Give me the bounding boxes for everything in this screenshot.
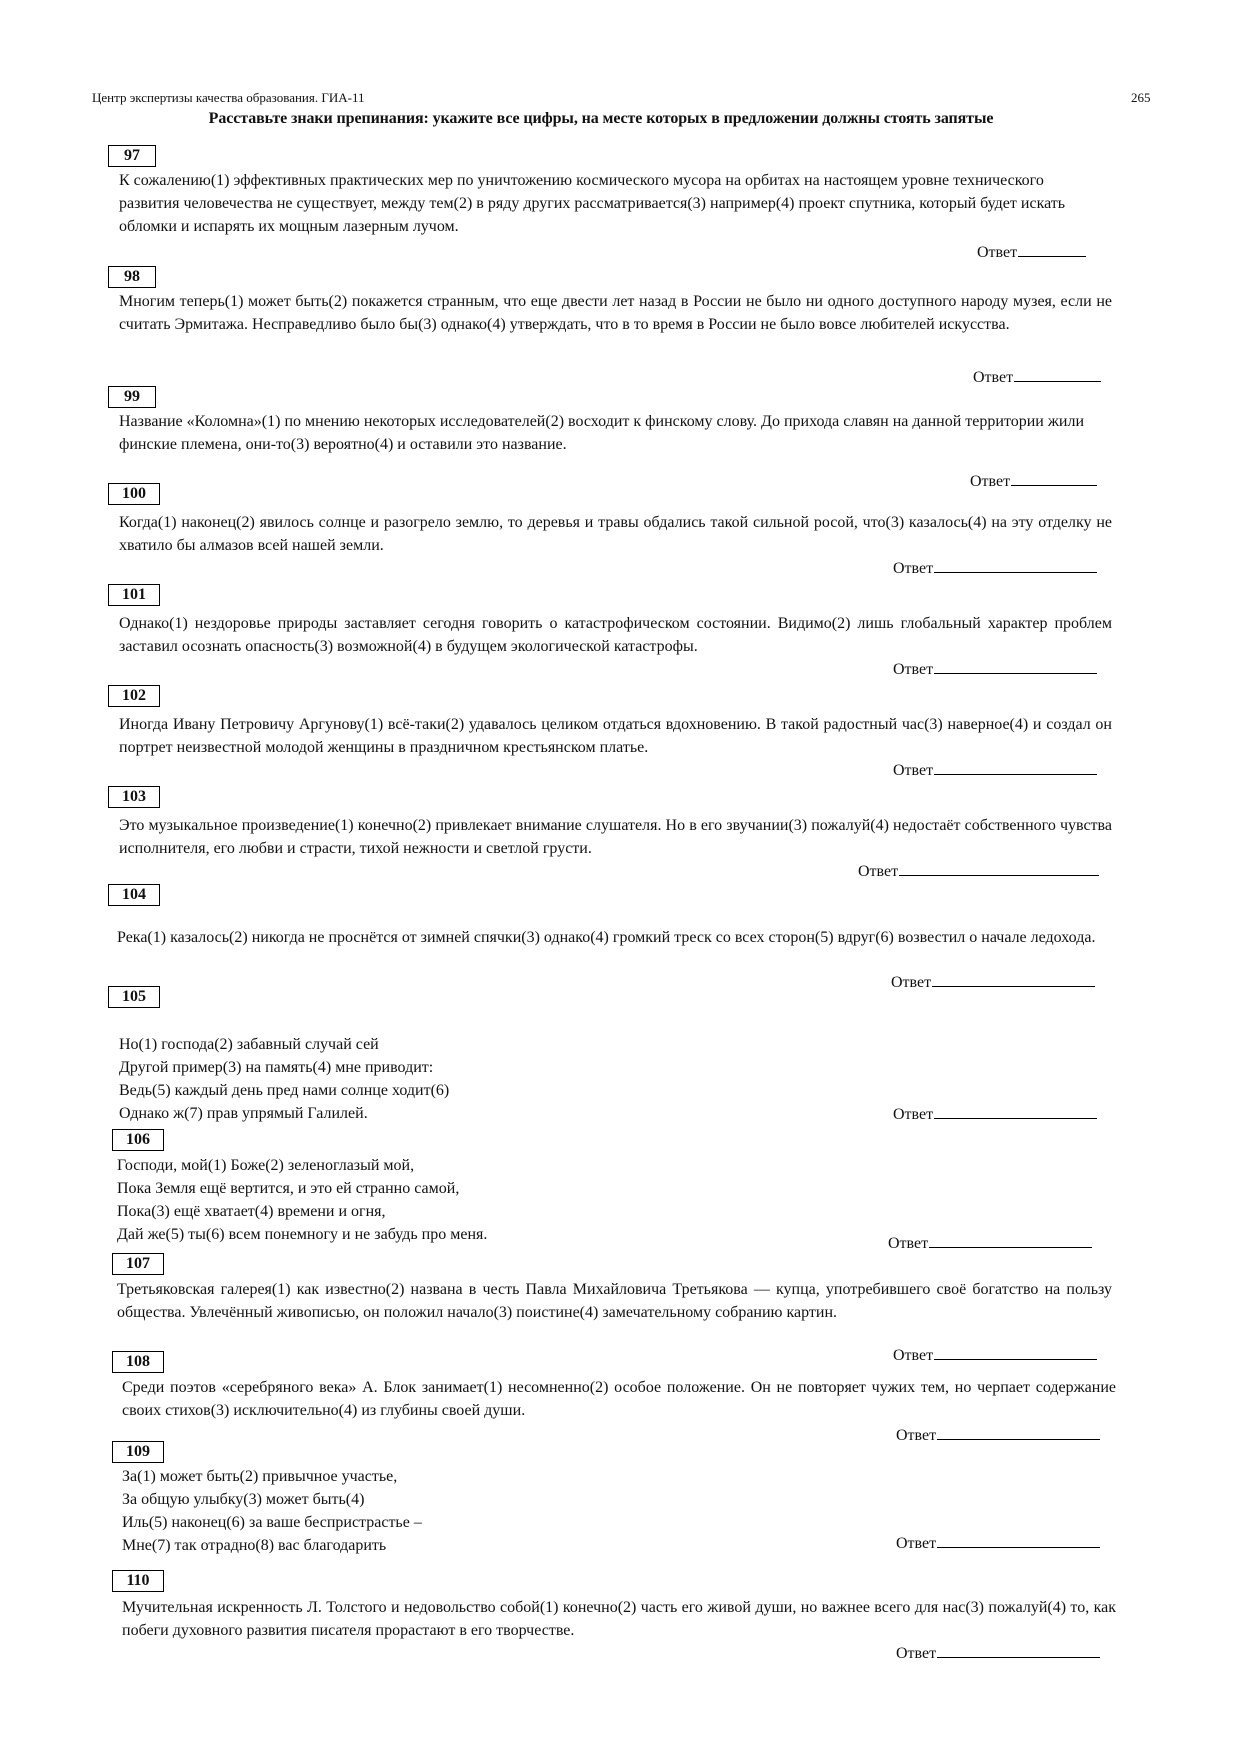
task-number: 107 xyxy=(112,1253,164,1275)
poem-line: Иль(5) наконец(6) за ваше беспристрастье – xyxy=(122,1514,422,1531)
answer-label: Ответ xyxy=(896,1427,937,1444)
answer-label: Ответ xyxy=(888,1235,929,1252)
answer-field[interactable] xyxy=(896,1425,1100,1445)
answer-label: Ответ xyxy=(891,974,932,991)
task-number: 110 xyxy=(112,1570,164,1592)
poem-line: Мне(7) так отрадно(8) вас благодарить xyxy=(122,1537,387,1554)
task-number: 109 xyxy=(112,1441,164,1463)
task-number: 106 xyxy=(112,1129,164,1151)
poem-line: За(1) может быть(2) привычное участье, xyxy=(122,1468,398,1485)
poem-line: За общую улыбку(3) может быть(4) xyxy=(122,1491,365,1508)
poem-line: Но(1) господа(2) забавный случай сей xyxy=(119,1036,379,1053)
poem-line: Другой пример(3) на память(4) мне приводит: xyxy=(119,1059,434,1076)
poem-line: Ведь(5) каждый день пред нами солнце ходит(6) xyxy=(119,1082,450,1099)
poem-line: Однако ж(7) прав упрямый Галилей. xyxy=(119,1105,368,1122)
answer-line[interactable] xyxy=(934,1104,1097,1119)
task-number: 101 xyxy=(108,584,160,606)
poem-line: Дай же(5) ты(6) всем понемногу и не забудь про меня. xyxy=(117,1226,488,1243)
answer-field[interactable] xyxy=(893,760,1097,780)
answer-field[interactable] xyxy=(893,659,1097,679)
answer-field[interactable] xyxy=(893,1345,1097,1365)
task-text: Мучительная искренность Л. Толстого и недовольство собой(1) конечно(2) часть его живой души, но важнее всего для нас(3) пожалуй(4) то, как побеги духовного развития писателя прорастают в его творчестве. xyxy=(122,1599,1116,1639)
answer-label: Ответ xyxy=(977,244,1018,261)
task-number: 102 xyxy=(108,685,160,707)
answer-label: Ответ xyxy=(858,863,899,880)
task-text: Однако(1) нездоровье природы заставляет сегодня говорить о катастрофическом состоянии. Видимо(2) лишь глобальный характер проблем заставил осознать опасность(3) возможной(4) в будущем экологической катастрофы. xyxy=(119,615,1112,655)
answer-line[interactable] xyxy=(934,659,1097,674)
answer-line[interactable] xyxy=(929,1233,1092,1248)
answer-label: Ответ xyxy=(893,560,934,577)
task-text: Среди поэтов «серебряного века» А. Блок занимает(1) несомненно(2) особое положение. Он не повторяет чужих тем, но черпает содержание своих стихов(3) исключительно(4) из глубины своей души. xyxy=(122,1379,1116,1419)
task-text: Третьяковская галерея(1) как известно(2) названа в честь Павла Михайловича Третьякова — купца, употребившего своё богатство на пользу общества. Увлечённый живописью, он положил начало(3) поистине(4) замечательному собранию картин. xyxy=(117,1281,1112,1321)
poem-stanza xyxy=(119,1033,449,1125)
answer-label: Ответ xyxy=(896,1535,937,1552)
answer-field[interactable] xyxy=(970,471,1097,491)
task-instruction: Расставьте знаки препинания: укажите все цифры, на месте которых в предложении должны стоять запятые xyxy=(208,110,994,127)
answer-line[interactable] xyxy=(937,1643,1100,1658)
poem-line: Пока(3) ещё хватает(4) времени и огня, xyxy=(117,1203,386,1220)
answer-field[interactable] xyxy=(893,1104,1097,1124)
poem-stanza xyxy=(122,1465,422,1557)
poem-stanza xyxy=(117,1154,487,1246)
answer-field[interactable] xyxy=(893,558,1097,578)
running-header: Центр экспертизы качества образования. ГИА-11 xyxy=(92,90,365,105)
answer-line[interactable] xyxy=(937,1425,1100,1440)
answer-line[interactable] xyxy=(934,558,1097,573)
answer-label: Ответ xyxy=(973,369,1014,386)
answer-line[interactable] xyxy=(937,1533,1100,1548)
answer-label: Ответ xyxy=(970,473,1011,490)
answer-line[interactable] xyxy=(1018,242,1086,257)
answer-line[interactable] xyxy=(1014,367,1101,382)
answer-line[interactable] xyxy=(934,760,1097,775)
answer-label: Ответ xyxy=(896,1645,937,1662)
answer-field[interactable] xyxy=(896,1643,1100,1663)
task-number: 99 xyxy=(108,386,156,408)
task-number: 97 xyxy=(108,145,156,167)
answer-label: Ответ xyxy=(893,1106,934,1123)
answer-line[interactable] xyxy=(899,861,1099,876)
answer-label: Ответ xyxy=(893,1347,934,1364)
task-text: Река(1) казалось(2) никогда не проснётся от зимней спячки(3) однако(4) громкий треск со всех сторон(5) вдруг(6) возвестил о начале ледохода. xyxy=(117,929,1096,946)
answer-label: Ответ xyxy=(893,762,934,779)
task-number: 105 xyxy=(108,986,160,1008)
task-number: 103 xyxy=(108,786,160,808)
task-text: К сожалению(1) эффективных практических мер по уничтожению космического мусора на орбитах на настоящем уровне технического развития человечества не существует, между тем(2) в ряду других рассматривается(3) например(4) проект спутника, который будет искать обломки и испарять их мощным лазерным лучом. xyxy=(119,172,1066,235)
answer-label: Ответ xyxy=(893,661,934,678)
answer-line[interactable] xyxy=(1011,471,1097,486)
answer-field[interactable] xyxy=(888,1233,1092,1253)
task-text: Когда(1) наконец(2) явилось солнце и разогрело землю, то деревья и травы обдались такой сильной росой, что(3) казалось(4) на эту отделку не хватило бы алмазов всей нашей земли. xyxy=(119,514,1112,554)
answer-field[interactable] xyxy=(891,972,1095,992)
answer-field[interactable] xyxy=(973,367,1101,387)
task-number: 108 xyxy=(112,1351,164,1373)
task-number: 100 xyxy=(108,483,160,505)
task-number: 104 xyxy=(108,884,160,906)
answer-line[interactable] xyxy=(932,972,1095,987)
task-text: Это музыкальное произведение(1) конечно(2) привлекает внимание слушателя. Но в его звучании(3) пожалуй(4) недостаёт собственного чувства исполнителя, его любви и страсти, тихой нежности и светлой грусти. xyxy=(119,817,1112,857)
answer-field[interactable] xyxy=(977,242,1086,262)
answer-field[interactable] xyxy=(896,1533,1100,1553)
poem-line: Пока Земля ещё вертится, и это ей странно самой, xyxy=(117,1180,460,1197)
task-text: Название «Коломна»(1) по мнению некоторых исследователей(2) восходит к финскому слову. До прихода славян на данной территории жили финские племена, они-то(3) вероятно(4) и оставили это название. xyxy=(119,413,1085,453)
answer-field[interactable] xyxy=(858,861,1099,881)
poem-line: Господи, мой(1) Боже(2) зеленоглазый мой, xyxy=(117,1157,415,1174)
task-text: Многим теперь(1) может быть(2) покажется странным, что еще двести лет назад в России не было ни одного доступного народу музея, если не считать Эрмитажа. Несправедливо было бы(3) однако(4) утверждать, что в то время в России не было вовсе любителей искусства. xyxy=(119,293,1112,333)
task-number: 98 xyxy=(108,266,156,288)
page-number: 265 xyxy=(1131,90,1151,105)
task-text: Иногда Ивану Петровичу Аргунову(1) всё-таки(2) удавалось целиком отдаться вдохновению. В такой радостный час(3) наверное(4) и создал он портрет неизвестной молодой женщины в праздничном крестьянском платье. xyxy=(119,716,1112,756)
answer-line[interactable] xyxy=(934,1345,1097,1360)
